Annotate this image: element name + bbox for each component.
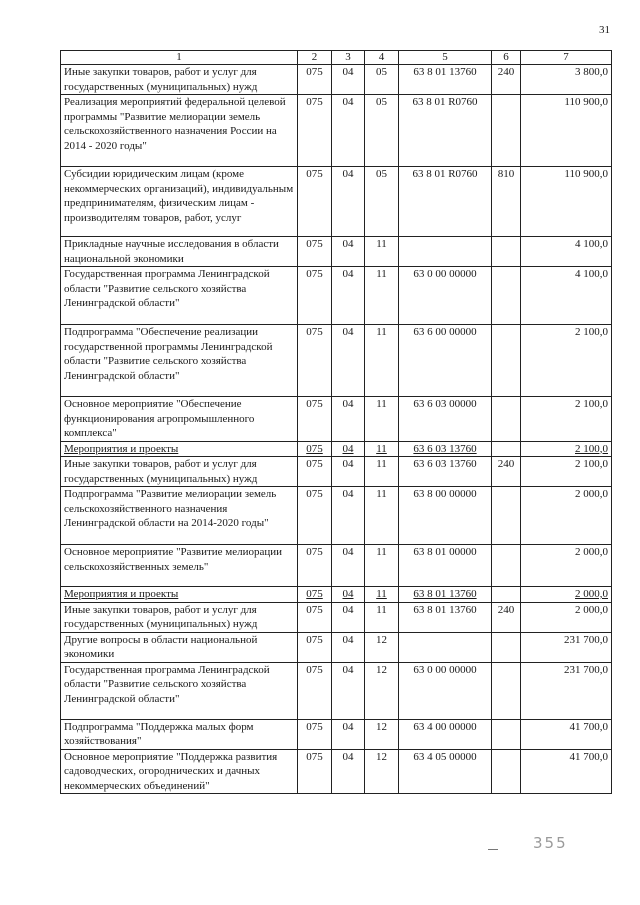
table-row [61, 719, 612, 749]
table-row [61, 65, 612, 95]
row-name: Основное мероприятие "Поддержка развития садоводческих, огороднических и дачных некоммерческих объединений" [61, 749, 298, 794]
table-row [61, 632, 612, 662]
table-body [61, 65, 612, 794]
row-amount: 231 700,0 [521, 662, 612, 719]
table-row [61, 457, 612, 487]
row-code-section: 04 [332, 397, 365, 442]
row-amount: 4 100,0 [521, 237, 612, 267]
row-code-section: 04 [332, 441, 365, 457]
row-code-admin: 075 [298, 65, 332, 95]
row-code-subsection: 12 [365, 632, 399, 662]
row-code-subsection: 12 [365, 662, 399, 719]
row-code-subsection: 11 [365, 237, 399, 267]
row-code-subsection: 11 [365, 267, 399, 325]
row-code-target [399, 632, 492, 662]
row-code-admin: 075 [298, 267, 332, 325]
row-code-target: 63 8 01 R0760 [399, 95, 492, 167]
row-code-admin: 075 [298, 602, 332, 632]
row-code-admin: 075 [298, 749, 332, 794]
header-row [61, 51, 612, 65]
row-code-target: 63 8 01 13760 [399, 587, 492, 603]
row-code-section: 04 [332, 95, 365, 167]
row-code-subsection: 11 [365, 545, 399, 587]
row-amount: 2 100,0 [521, 325, 612, 397]
row-name: Государственная программа Ленинградской области "Развитие сельского хозяйства Ленинградской области" [61, 662, 298, 719]
table-row [61, 95, 612, 167]
row-code-expense [492, 325, 521, 397]
row-code-subsection: 11 [365, 441, 399, 457]
row-code-section: 04 [332, 167, 365, 237]
row-code-admin: 075 [298, 487, 332, 545]
table-row [61, 397, 612, 442]
row-amount: 2 100,0 [521, 441, 612, 457]
row-code-expense [492, 95, 521, 167]
row-name: Другие вопросы в области национальной экономики [61, 632, 298, 662]
row-code-section: 04 [332, 487, 365, 545]
row-code-subsection: 05 [365, 167, 399, 237]
header-col-4: 4 [365, 51, 399, 65]
row-code-expense [492, 719, 521, 749]
row-code-admin: 075 [298, 662, 332, 719]
row-code-expense [492, 267, 521, 325]
row-code-admin: 075 [298, 167, 332, 237]
header-col-3: 3 [332, 51, 365, 65]
row-code-admin: 075 [298, 95, 332, 167]
row-code-target [399, 237, 492, 267]
row-name: Подпрограмма "Обеспечение реализации государственной программы Ленинградской области "Развитие сельского хозяйства Ленинградской области" [61, 325, 298, 397]
row-code-expense: 240 [492, 457, 521, 487]
row-amount: 231 700,0 [521, 632, 612, 662]
table-row [61, 167, 612, 237]
row-code-section: 04 [332, 632, 365, 662]
row-amount: 2 000,0 [521, 487, 612, 545]
row-name: Иные закупки товаров, работ и услуг для государственных (муниципальных) нужд [61, 65, 298, 95]
row-code-expense: 240 [492, 65, 521, 95]
table-row [61, 545, 612, 587]
row-code-subsection: 11 [365, 325, 399, 397]
row-amount: 2 100,0 [521, 457, 612, 487]
row-code-admin: 075 [298, 457, 332, 487]
row-code-subsection: 12 [365, 719, 399, 749]
row-amount: 110 900,0 [521, 167, 612, 237]
row-code-admin: 075 [298, 237, 332, 267]
row-code-target: 63 0 00 00000 [399, 267, 492, 325]
row-code-expense [492, 587, 521, 603]
row-code-subsection: 12 [365, 749, 399, 794]
row-code-expense [492, 237, 521, 267]
row-code-target: 63 6 03 00000 [399, 397, 492, 442]
table-row [61, 237, 612, 267]
row-code-section: 04 [332, 602, 365, 632]
row-code-target: 63 4 05 00000 [399, 749, 492, 794]
row-name: Субсидии юридическим лицам (кроме некоммерческих организаций), индивидуальным предпринимателям, физическим лицам - производителям товаров, работ, услуг [61, 167, 298, 237]
row-amount: 2 000,0 [521, 545, 612, 587]
row-code-subsection: 11 [365, 457, 399, 487]
row-code-section: 04 [332, 719, 365, 749]
table-row [61, 749, 612, 794]
row-code-admin: 075 [298, 325, 332, 397]
row-name: Основное мероприятие "Развитие мелиорации сельскохозяйственных земель" [61, 545, 298, 587]
row-code-expense: 240 [492, 602, 521, 632]
row-amount: 2 000,0 [521, 587, 612, 603]
row-code-admin: 075 [298, 441, 332, 457]
row-code-section: 04 [332, 267, 365, 325]
row-code-section: 04 [332, 662, 365, 719]
row-code-admin: 075 [298, 587, 332, 603]
row-name: Реализация мероприятий федеральной целевой программы "Развитие мелиорации земель сельскохозяйственного назначения России на 2014 - 2020 годы" [61, 95, 298, 167]
page-number: 31 [599, 24, 610, 36]
row-code-subsection: 11 [365, 397, 399, 442]
row-code-section: 04 [332, 587, 365, 603]
row-amount: 2 000,0 [521, 602, 612, 632]
table-row [61, 325, 612, 397]
row-code-target: 63 6 03 13760 [399, 457, 492, 487]
row-name: Подпрограмма "Развитие мелиорации земель сельскохозяйственного назначения Ленинградской области на 2014-2020 годы" [61, 487, 298, 545]
table-row [61, 662, 612, 719]
row-name: Основное мероприятие "Обеспечение функционирования агропромышленного комплекса" [61, 397, 298, 442]
row-code-target: 63 8 00 00000 [399, 487, 492, 545]
row-name: Мероприятия и проекты [61, 441, 298, 457]
row-code-section: 04 [332, 545, 365, 587]
header-col-5: 5 [399, 51, 492, 65]
row-code-target: 63 8 01 13760 [399, 65, 492, 95]
row-amount: 4 100,0 [521, 267, 612, 325]
row-code-subsection: 05 [365, 95, 399, 167]
row-code-subsection: 11 [365, 487, 399, 545]
header-col-1: 1 [61, 51, 298, 65]
row-code-admin: 075 [298, 545, 332, 587]
budget-table [60, 50, 612, 794]
row-code-subsection: 05 [365, 65, 399, 95]
row-code-expense [492, 545, 521, 587]
row-code-subsection: 11 [365, 587, 399, 603]
row-code-expense [492, 662, 521, 719]
row-name: Подпрограмма "Поддержка малых форм хозяйствования" [61, 719, 298, 749]
row-code-expense [492, 397, 521, 442]
row-amount: 41 700,0 [521, 749, 612, 794]
row-name: Иные закупки товаров, работ и услуг для государственных (муниципальных) нужд [61, 602, 298, 632]
row-code-admin: 075 [298, 632, 332, 662]
row-code-section: 04 [332, 749, 365, 794]
header-col-6: 6 [492, 51, 521, 65]
row-code-admin: 075 [298, 397, 332, 442]
row-code-target: 63 8 01 R0760 [399, 167, 492, 237]
row-code-expense [492, 487, 521, 545]
row-amount: 110 900,0 [521, 95, 612, 167]
table-row [61, 487, 612, 545]
row-code-target: 63 6 03 13760 [399, 441, 492, 457]
row-code-section: 04 [332, 237, 365, 267]
header-col-2: 2 [298, 51, 332, 65]
row-code-admin: 075 [298, 719, 332, 749]
row-name: Иные закупки товаров, работ и услуг для государственных (муниципальных) нужд [61, 457, 298, 487]
row-code-target: 63 8 01 00000 [399, 545, 492, 587]
row-code-target: 63 6 00 00000 [399, 325, 492, 397]
row-code-section: 04 [332, 65, 365, 95]
stamp-dash [488, 849, 498, 850]
row-code-section: 04 [332, 457, 365, 487]
row-code-expense [492, 749, 521, 794]
table-row [61, 267, 612, 325]
row-name: Прикладные научные исследования в области национальной экономики [61, 237, 298, 267]
row-code-target: 63 8 01 13760 [399, 602, 492, 632]
handwritten-stamp: 355 [533, 834, 568, 852]
row-amount: 3 800,0 [521, 65, 612, 95]
table-row [61, 587, 612, 603]
row-code-expense: 810 [492, 167, 521, 237]
row-code-expense [492, 441, 521, 457]
row-code-subsection: 11 [365, 602, 399, 632]
row-amount: 41 700,0 [521, 719, 612, 749]
row-code-expense [492, 632, 521, 662]
row-code-target: 63 4 00 00000 [399, 719, 492, 749]
header-col-7: 7 [521, 51, 612, 65]
row-code-target: 63 0 00 00000 [399, 662, 492, 719]
table-row [61, 441, 612, 457]
row-name: Государственная программа Ленинградской области "Развитие сельского хозяйства Ленинградской области" [61, 267, 298, 325]
row-code-section: 04 [332, 325, 365, 397]
row-amount: 2 100,0 [521, 397, 612, 442]
row-name: Мероприятия и проекты [61, 587, 298, 603]
table-row [61, 602, 612, 632]
